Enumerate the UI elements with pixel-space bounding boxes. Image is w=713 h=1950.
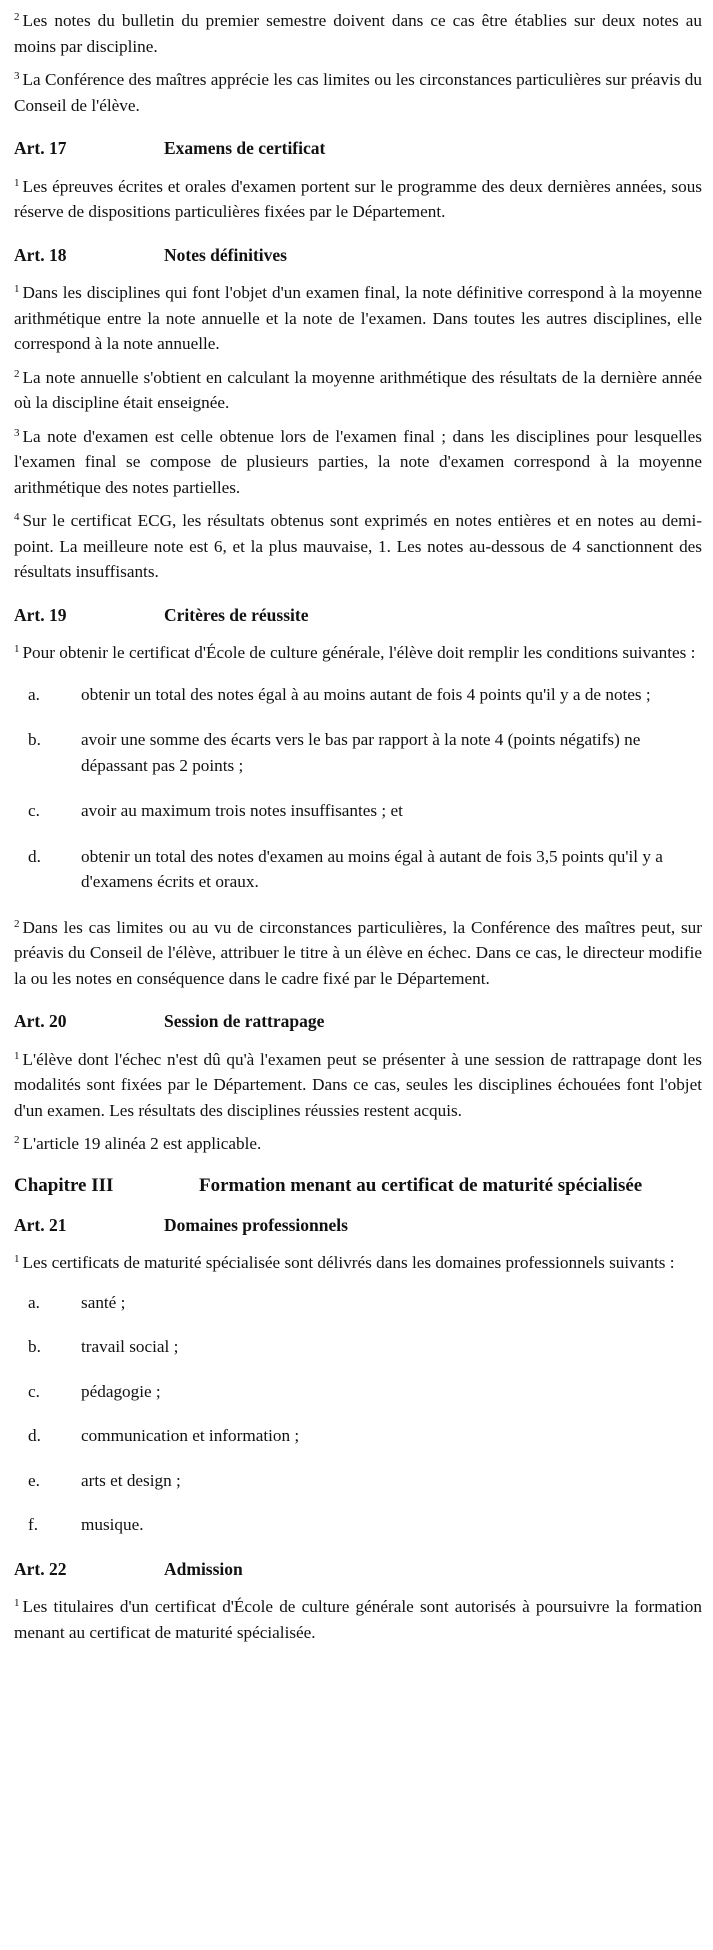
list-item-text: santé ;	[81, 1292, 126, 1312]
article-number: Art. 17	[14, 138, 67, 158]
list-letter: f.	[28, 1515, 39, 1534]
conditions-list	[14, 682, 702, 895]
list-item-text: travail social ;	[81, 1337, 179, 1356]
list-letter: e.	[28, 1470, 40, 1490]
list-item-text: obtenir un total des notes d'examen au moins égal à autant de fois 3,5 points qu'il y a d'examens écrits et oraux.	[81, 846, 663, 891]
list-item-text: communication et information ;	[81, 1426, 300, 1445]
paragraph-text: Sur le certificat ECG, les résultats obtenus sont exprimés en notes entières et en notes au demi-point. La meilleure note est 6, et la plus mauvaise, 1. Les notes au-dessous de 4 sanctionnent des résultats insuffisants.	[14, 511, 702, 581]
article-title: Admission	[164, 1558, 243, 1579]
alinea-number: 4	[14, 511, 20, 523]
article-number: Art. 22	[14, 1558, 67, 1579]
list-letter: c.	[28, 801, 40, 820]
paragraph	[14, 1250, 702, 1276]
paragraph	[14, 8, 702, 59]
paragraph	[14, 67, 702, 118]
article-title: Critères de réussite	[164, 604, 309, 625]
paragraph	[14, 1594, 702, 1645]
paragraph	[14, 424, 702, 501]
alinea-number: 1	[14, 176, 20, 189]
article-heading-18	[14, 243, 702, 269]
article-heading-20	[14, 1009, 702, 1035]
article-title: Domaines professionnels	[164, 1214, 348, 1235]
article-number: Art. 18	[14, 244, 67, 265]
article-heading-19	[14, 603, 702, 629]
article-number: Art. 20	[14, 1011, 67, 1031]
list-item	[14, 1334, 702, 1360]
alinea-number: 1	[14, 1253, 20, 1265]
list-letter: a.	[28, 1292, 40, 1312]
paragraph	[14, 280, 702, 357]
paragraph-text: La note annuelle s'obtient en calculant la moyenne arithmétique des résultats de la dernière année où la discipline était enseignée.	[14, 367, 702, 412]
alinea-number: 1	[14, 643, 20, 655]
alinea-number: 1	[14, 1049, 20, 1062]
article-number: Art. 21	[14, 1214, 67, 1235]
alinea-number: 2	[14, 11, 20, 23]
list-item	[14, 1512, 702, 1538]
list-item	[14, 798, 702, 824]
list-item-text: arts et design ;	[81, 1470, 181, 1490]
chapter-number: Chapitre III	[14, 1174, 114, 1196]
article-heading-21	[14, 1213, 702, 1239]
article-title: Examens de certificat	[164, 138, 326, 158]
list-item	[14, 1423, 702, 1449]
list-item-text: avoir au maximum trois notes insuffisantes ; et	[81, 801, 403, 820]
paragraph-text: Les épreuves écrites et orales d'examen portent sur le programme des deux dernières années, sous réserve de dispositions particulières fixées par le Département.	[14, 176, 702, 221]
chapter-title: Formation menant au certificat de maturité spécialisée	[199, 1174, 643, 1196]
list-item	[14, 1379, 702, 1405]
article-number: Art. 19	[14, 604, 67, 625]
paragraph	[14, 915, 702, 992]
list-item	[14, 682, 702, 708]
list-item-text: avoir une somme des écarts vers le bas par rapport à la note 4 (points négatifs) ne dépassant pas 2 points ;	[81, 730, 641, 775]
list-letter: c.	[28, 1381, 40, 1401]
article-title: Notes définitives	[164, 244, 287, 265]
alinea-number: 2	[14, 917, 20, 930]
list-item	[14, 727, 702, 778]
list-letter: b.	[28, 730, 41, 749]
alinea-number: 1	[14, 283, 20, 295]
paragraph-text: Dans les disciplines qui font l'objet d'un examen final, la note définitive correspond à la moyenne arithmétique entre la note annuelle et la note de l'examen. Dans toutes les autres disciplines, elle correspond à la note annuelle.	[14, 283, 702, 353]
paragraph	[14, 174, 702, 225]
paragraph	[14, 1131, 702, 1157]
list-item	[14, 1468, 702, 1494]
article-heading-17	[14, 136, 702, 162]
list-letter: a.	[28, 684, 40, 704]
paragraph-text: Les notes du bulletin du premier semestre doivent dans ce cas être établies sur deux notes au moins par discipline.	[14, 11, 702, 56]
list-item-text: musique.	[81, 1515, 144, 1534]
paragraph-text: Les certificats de maturité spécialisée sont délivrés dans les domaines professionnels suivants :	[22, 1253, 675, 1272]
list-letter: b.	[28, 1337, 41, 1356]
paragraph-text: Pour obtenir le certificat d'École de culture générale, l'élève doit remplir les conditions suivantes :	[22, 643, 696, 662]
alinea-number: 2	[14, 1134, 20, 1146]
article-heading-22	[14, 1557, 702, 1583]
alinea-number: 3	[14, 70, 20, 82]
list-letter: d.	[28, 1426, 41, 1445]
chapter-heading	[14, 1171, 702, 1201]
list-item	[14, 1290, 702, 1316]
paragraph	[14, 508, 702, 585]
paragraph	[14, 365, 702, 416]
paragraph-text: La Conférence des maîtres apprécie les cas limites ou les circonstances particulières sur préavis du Conseil de l'élève.	[14, 70, 702, 115]
list-item-text: pédagogie ;	[81, 1381, 161, 1401]
article-title: Session de rattrapage	[164, 1011, 325, 1031]
list-letter: d.	[28, 846, 41, 866]
paragraph-text: L'élève dont l'échec n'est dû qu'à l'examen peut se présenter à une session de rattrapage dont les modalités sont fixées par le Département. Dans ce cas, seules les disciplines échouées font l'objet d'un examen. Les résultats des disciplines réussies restent acquis.	[14, 1049, 702, 1120]
paragraph	[14, 1047, 702, 1124]
paragraph-text: Dans les cas limites ou au vu de circonstances particulières, la Conférence des maîtres peut, sur préavis du Conseil de l'élève, attribuer le titre à un élève en échec. Dans ce cas, le directeur modifie la ou les notes en conséquence dans le cadre fixé par le Département.	[14, 917, 702, 988]
paragraph-text: La note d'examen est celle obtenue lors de l'examen final ; dans les disciplines pour lesquelles l'examen final se compose de plusieurs parties, la note d'examen correspond à la moyenne arithmétique des notes partielles.	[14, 426, 702, 497]
list-item-text: obtenir un total des notes égal à au moins autant de fois 4 points qu'il y a de notes ;	[81, 684, 651, 704]
list-item	[14, 844, 702, 895]
paragraph-text: L'article 19 alinéa 2 est applicable.	[22, 1134, 262, 1153]
paragraph	[14, 640, 702, 666]
alinea-number: 1	[14, 1597, 20, 1609]
alinea-number: 3	[14, 426, 20, 439]
paragraph-text: Les titulaires d'un certificat d'École de culture générale sont autorisés à poursuivre la formation menant au certificat de maturité spécialisée.	[14, 1597, 702, 1642]
alinea-number: 2	[14, 367, 20, 380]
domains-list	[14, 1290, 702, 1538]
